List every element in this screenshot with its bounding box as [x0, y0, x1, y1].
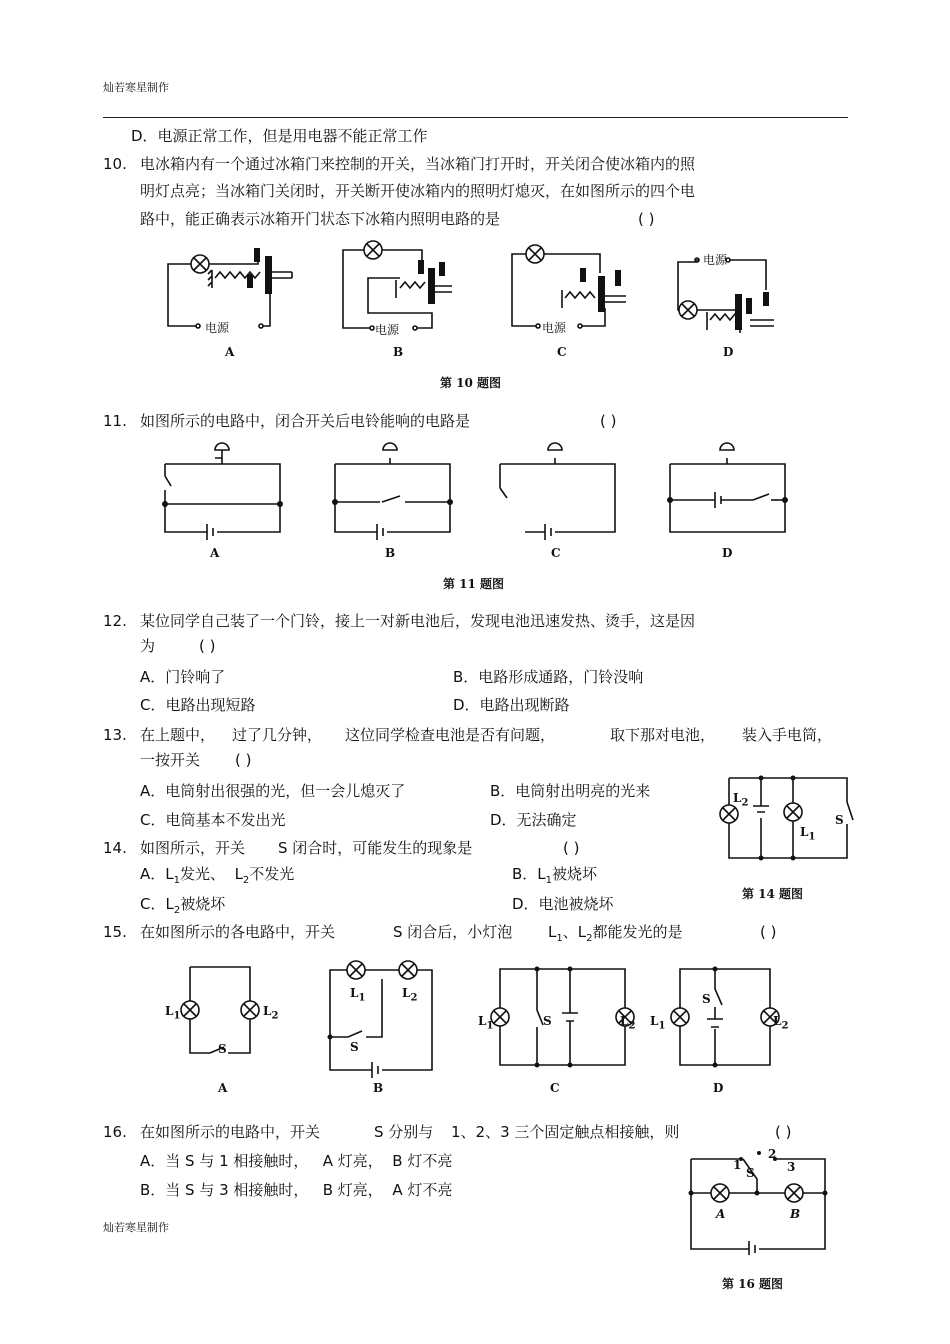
q11-text: 如图所示的电路中，闭合开关后电铃能响的电路是 — [140, 412, 471, 430]
q10-label-d: D — [723, 345, 734, 359]
q16-lamp-a-label: A — [716, 1207, 726, 1221]
q14-fig-l2-label: $L_2$ — [733, 791, 749, 809]
q11-label-c: C — [551, 546, 561, 560]
q14-caption: 第 14 题图 — [742, 887, 804, 901]
q10-number: 10. — [103, 155, 127, 173]
q11-label-a: A — [210, 546, 220, 560]
q15-d-l2-label: $L_2$ — [773, 1014, 789, 1032]
q11-label-b: B — [385, 546, 396, 560]
q12-line2: 为 — [140, 637, 156, 655]
q15-c-s-label: S — [543, 1014, 552, 1028]
q16-number: 16. — [103, 1123, 127, 1141]
q13-line1-part2: 过了几分钟， — [232, 726, 323, 744]
q10-power-label-c: 电源 — [542, 321, 567, 335]
q10-answer-paren: ( ) — [638, 210, 655, 228]
q13-option-a: A．电筒射出很强的光，但一会儿熄灭了 — [140, 782, 406, 800]
q10-caption: 第 10 题图 — [440, 376, 502, 390]
q10-line2: 明灯点亮；当冰箱门关闭时，开关断开使冰箱内的照明灯熄灭，在如图所示的四个电 — [140, 182, 696, 200]
q10-line1: 电冰箱内有一个通过冰箱门来控制的开关，当冰箱门打开时，开关闭合使冰箱内的照 — [140, 155, 696, 173]
q15-d-s-label: S — [702, 992, 711, 1006]
q10-label-a: A — [225, 345, 235, 359]
q13-option-d: D．无法确定 — [490, 811, 577, 829]
q10-label-c: C — [557, 345, 567, 359]
q16-contact-2: 2 — [768, 1147, 777, 1161]
q10-line3: 路中，能正确表示冰箱开门状态下冰箱内照明电路的是 — [140, 210, 501, 228]
page-header: 灿若寒星制作 — [103, 81, 169, 94]
q14-fig-s-label: S — [835, 813, 844, 827]
q16-caption: 第 16 题图 — [722, 1277, 784, 1291]
q13-option-b: B．电筒射出明亮的光来 — [490, 782, 651, 800]
q14-answer-paren: ( ) — [563, 839, 580, 857]
q13-line1-part1: 在上题中， — [140, 726, 216, 744]
q14-option-c: C．$L_2$被烧坏 — [140, 895, 226, 916]
q15-c-l1-label: $L_1$ — [478, 1014, 494, 1032]
q13-line2: 一按开关 — [140, 751, 201, 769]
q9-option-d: D．电源正常工作，但是用电器不能正常工作 — [131, 127, 428, 145]
q11-answer-paren: ( ) — [600, 412, 617, 430]
q16-figure — [685, 1145, 830, 1255]
q13-option-c: C．电筒基本不发出光 — [140, 811, 286, 829]
q10-circuit-c — [512, 245, 626, 328]
q16-answer-paren: ( ) — [775, 1123, 792, 1141]
header-rule — [103, 117, 848, 118]
q13-number: 13. — [103, 726, 127, 744]
q16-contact-1: 1 — [733, 1158, 742, 1172]
q10-power-label-b: 电源 — [375, 323, 400, 337]
q10-circuit-b — [343, 241, 452, 330]
q11-label-d: D — [722, 546, 733, 560]
q16-switch-s-label: S — [746, 1166, 755, 1180]
q15-text-l: $L_1$、$L_2$都能发光的是 — [548, 923, 683, 944]
q11-number: 11. — [103, 412, 127, 430]
q16-option-b: B．当 S 与 3 相接触时， B 灯亮， A 灯不亮 — [140, 1181, 453, 1199]
q12-option-c: C．电路出现短路 — [140, 696, 256, 714]
q15-b-l2-label: $L_2$ — [402, 986, 418, 1004]
q14-number: 14. — [103, 839, 127, 857]
q14-fig-l1-label: $L_1$ — [800, 825, 816, 843]
q15-d-l1-label: $L_1$ — [650, 1014, 666, 1032]
q10-circuit-a — [168, 252, 292, 328]
q12-answer-paren: ( ) — [199, 637, 216, 655]
q13-line1-part4: 取下那对电池， — [610, 726, 716, 744]
q16-lamp-b-label: B — [790, 1207, 801, 1221]
q12-option-a: A．门铃响了 — [140, 668, 226, 686]
q16-text2: S 分别与 — [374, 1123, 434, 1141]
q10-label-b: B — [393, 345, 404, 359]
q11-figure — [155, 440, 800, 550]
q13-line1-part3: 这位同学检查电池是否有问题， — [345, 726, 556, 744]
q14-figure — [715, 772, 855, 867]
q15-a-l1-label: $L_1$ — [165, 1004, 181, 1022]
q15-figure — [160, 955, 790, 1080]
q12-option-b: B．电路形成通路，门铃没响 — [453, 668, 644, 686]
q12-option-d: D．电路出现断路 — [453, 696, 570, 714]
q14-option-a: A．$L_1$发光、 $L_2$不发光 — [140, 865, 295, 886]
q15-b-l1-label: $L_1$ — [350, 986, 366, 1004]
page-footer: 灿若寒星制作 — [103, 1221, 169, 1234]
q13-line1-part5: 装入手电筒， — [742, 726, 833, 744]
q15-label-c: C — [550, 1081, 560, 1095]
q14-option-d: D．电池被烧坏 — [512, 895, 614, 913]
q15-text1: 在如图所示的各电路中，开关 — [140, 923, 336, 941]
q10-power-label-d: 电源 — [703, 253, 728, 267]
q16-text3: 1、2、3 三个固定触点相接触，则 — [451, 1123, 680, 1141]
q14-text-s: S 闭合时，可能发生的现象是 — [278, 839, 473, 857]
q15-b-s-label: S — [350, 1040, 359, 1054]
q16-option-a: A．当 S 与 1 相接触时， A 灯亮， B 灯不亮 — [140, 1152, 453, 1170]
q12-number: 12. — [103, 612, 127, 630]
q16-text1: 在如图所示的电路中，开关 — [140, 1123, 321, 1141]
q16-contact-3: 3 — [787, 1160, 796, 1174]
q15-label-d: D — [713, 1081, 724, 1095]
q15-c-l2-label: $L_2$ — [620, 1014, 636, 1032]
q15-number: 15. — [103, 923, 127, 941]
q15-a-s-label: S — [218, 1042, 227, 1056]
q15-a-l2-label: $L_2$ — [263, 1004, 279, 1022]
q15-label-b: B — [373, 1081, 384, 1095]
q15-text2: S 闭合后，小灯泡 — [393, 923, 513, 941]
q15-label-a: A — [218, 1081, 228, 1095]
q14-text: 如图所示，开关 — [140, 839, 246, 857]
q10-power-label-a: 电源 — [205, 321, 230, 335]
q11-caption: 第 11 题图 — [443, 577, 505, 591]
q15-answer-paren: ( ) — [760, 923, 777, 941]
q14-option-b: B．$L_1$被烧坏 — [512, 865, 598, 886]
q13-answer-paren: ( ) — [235, 751, 252, 769]
q12-line1: 某位同学自己装了一个门铃，接上一对新电池后，发现电池迅速发热、烫手，这是因 — [140, 612, 696, 630]
